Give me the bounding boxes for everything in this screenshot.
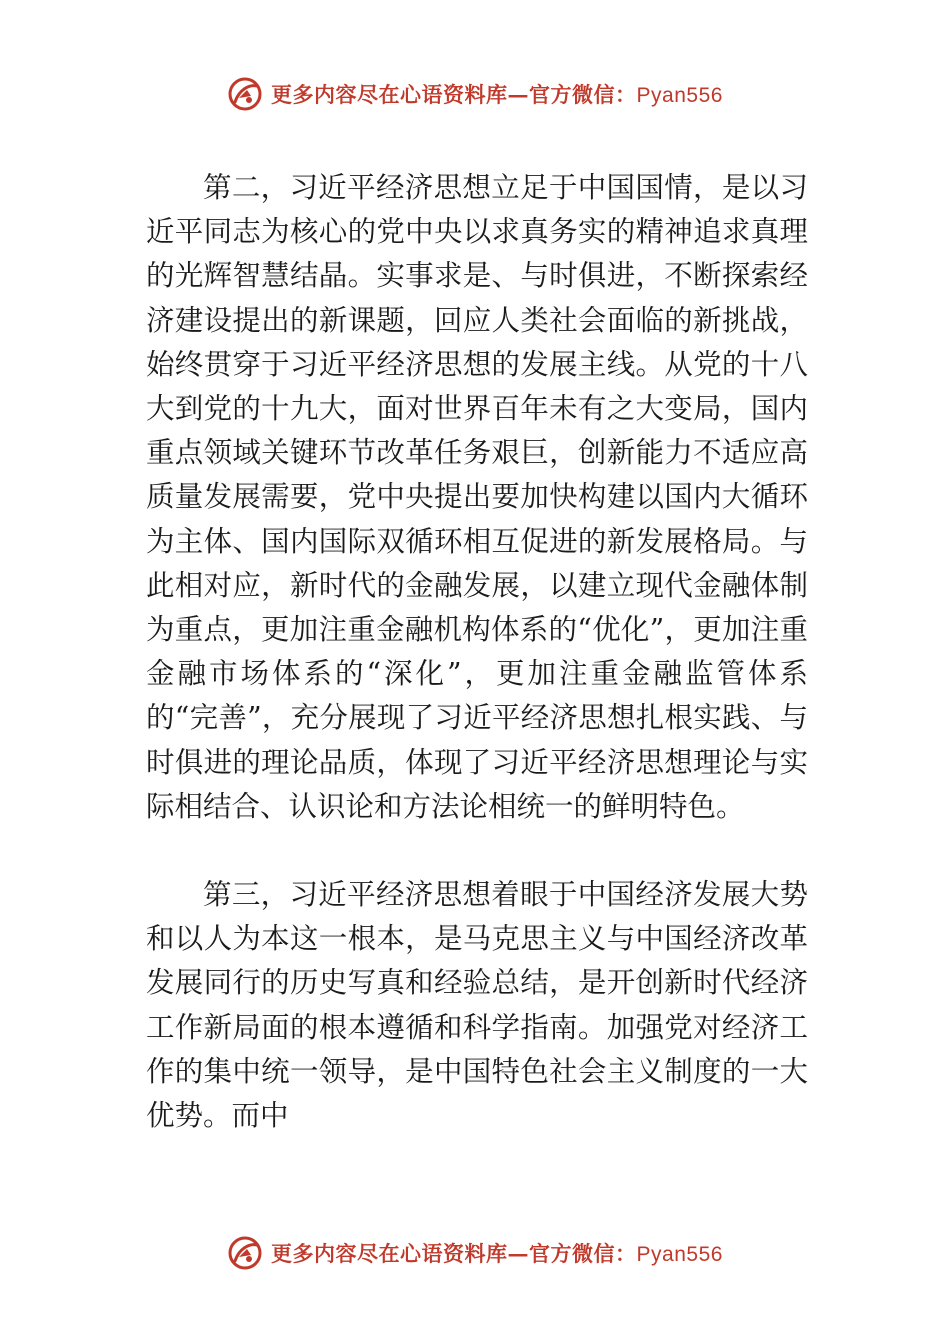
seal-logo-icon bbox=[227, 1235, 263, 1271]
seal-logo-icon bbox=[227, 76, 263, 112]
header-watermark-handle: Pyan556 bbox=[636, 84, 723, 107]
footer-watermark-label: 更多内容尽在心语资料库—官方微信：Pyan556 bbox=[271, 1241, 723, 1266]
footer-watermark bbox=[0, 1231, 950, 1275]
header-watermark-label: 更多内容尽在心语资料库—官方微信：Pyan556 bbox=[271, 82, 723, 107]
footer-watermark-handle: Pyan556 bbox=[636, 1243, 723, 1266]
paragraph-3: 第三，习近平经济思想着眼于中国经济发展大势和以人为本这一根本，是马克思主义与中国经济改革发展同行的历史写真和经验总结，是开创新时代经济工作新局面的根本遵循和科学指南。加强党对经济工作的集中统一领导，是中国特色社会主义制度的一大优势。而中 bbox=[146, 878, 808, 1133]
paragraph-2: 第二，习近平经济思想立足于中国国情，是以习近平同志为核心的党中央以求真务实的精神追求真理的光辉智慧结晶。实事求是、与时俱进，不断探索经济建设提出的新课题，回应人类社会面临的新挑战，始终贯穿于习近平经济思想的发展主线。从党的十八大到党的十九大，面对世界百年未有之大变局，国内重点领域关键环节改革任务艰巨，创新能力不适应高质量发展需要，党中央提出要加快构建以国内大循环为主体、国内国际双循环相互促进的新发展格局。与此相对应，新时代的金融发展，以建立现代金融体制为重点，更加注重金融机构体系的“优化”，更加注重金融市场体系的“深化”，更加注重金融监管体系的“完善”，充分展现了习近平经济思想扎根实践、与时俱进的理论品质，体现了习近平经济思想理论与实际相结合、认识论和方法论相统一的鲜明特色。 bbox=[146, 171, 808, 823]
header-watermark bbox=[0, 72, 950, 116]
document-body bbox=[146, 166, 808, 1138]
